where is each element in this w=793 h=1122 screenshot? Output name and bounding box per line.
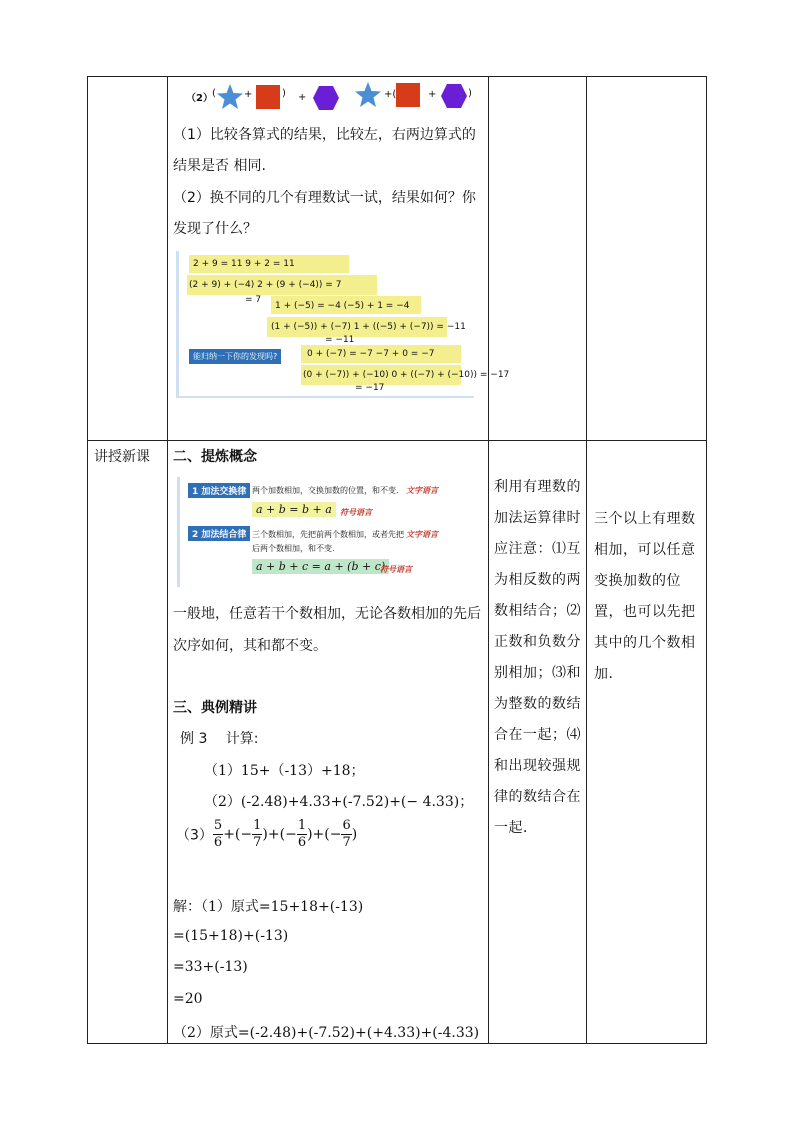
equation-line: (2 + 9) + (−4) 2 + (9 + (−4)) = 7: [189, 280, 342, 290]
law1-tag: 1 加法交换律: [188, 483, 250, 498]
equation-line: 1 + (−5) = −4 (−5) + 1 = −4: [275, 301, 410, 311]
example-item-1: （1）15+（-13）+18；: [204, 763, 365, 779]
shapes-row: （2） ( + ) + +( + ): [172, 80, 482, 114]
solution-line: =20: [173, 991, 203, 1007]
equation-line: 0 + (−7) = −7 −7 + 0 = −7: [307, 349, 435, 359]
shapes-row-label: （2）: [186, 93, 213, 104]
law1-formula: a + b = b + a: [252, 502, 336, 517]
question-1-line-2: 结果是否 相同.: [173, 158, 266, 174]
table-border-left: [87, 76, 88, 1044]
law1-formula-note: 符号语言: [340, 508, 372, 517]
example-label: 例 3 计算:: [180, 731, 259, 747]
notes-column-3: 利用有理数的加法运算律时应注意：⑴互为相反数的两数相结合；⑵正数和负数分别相加；⑶和为整数的数结合在一起；⑷和出现较强规律的数结合在一起．: [494, 479, 581, 836]
equation-line: = −17: [355, 383, 385, 393]
law2-formula-note: 符号语言: [380, 565, 412, 574]
law1-note: 文字语言: [406, 486, 438, 495]
section-label: 讲授新课: [94, 449, 150, 465]
solution-line: （2）原式=(-2.48)+(-7.52)+(+4.33)+(-4.33): [173, 1025, 480, 1041]
law1-desc: 两个加数相加，交换加数的位置，和不变.: [252, 486, 399, 495]
question-1-line-1: （1）比较各算式的结果，比较左，右两边算式的: [173, 127, 476, 143]
col-divider-1: [167, 76, 168, 1044]
general-rule-line-1: 一般地，任意若干个数相加，无论各数相加的先后: [173, 606, 481, 622]
law2-note: 文字语言: [406, 530, 438, 539]
star-icon: [216, 83, 244, 111]
col-divider-3: [586, 76, 587, 1044]
equation-line: = 7: [245, 295, 262, 305]
equations-figure: [176, 251, 510, 398]
equation-line: 2 + 9 = 11 9 + 2 = 11: [193, 259, 295, 269]
question-2-line-2: 发现了什么？: [173, 221, 257, 237]
square-icon: [256, 85, 280, 109]
star-icon: [354, 81, 382, 109]
general-rule-line-2: 次序如何，其和都不变。: [173, 638, 327, 654]
square-icon: [396, 83, 420, 107]
equation-line: (0 + (−7)) + (−10) 0 + ((−7) + (−10)) = −17: [303, 370, 510, 380]
law2-desc-2: 后两个数相加，和不变.: [252, 544, 335, 553]
notes-column-4: 三个以上有理数相加，可以任意变换加数的位置，也可以先把其中的几个数相加．: [594, 511, 696, 682]
example-item-3: （3） $\frac{5}{6}$ +(− $\frac{1}{7}$ )+(− $\frac{1}{6}$ )+(− $\frac{6}{7}$ ): [176, 818, 358, 850]
example-item-2: （2）(-2.48)+4.33+(-7.52)+(− 4.33)；: [204, 794, 474, 810]
hexagon-icon: [440, 82, 468, 110]
hexagon-icon: [312, 84, 340, 112]
solution-line: =33+(-13): [173, 959, 248, 975]
solution-line: =(15+18)+(-13): [173, 928, 289, 944]
examples-heading: 三、典例精讲: [173, 700, 257, 716]
table-border-right: [706, 76, 707, 1044]
col-divider-2: [488, 76, 489, 1044]
table-border-top: [87, 76, 707, 77]
concept-heading: 二、提炼概念: [173, 449, 257, 465]
figure-prompt: 能归纳一下你的发现吗?: [189, 349, 281, 364]
law2-desc-1: 三个数相加，先把前两个数相加，或者先把: [252, 530, 404, 539]
laws-figure: [177, 477, 455, 587]
equation-line: = −11: [325, 335, 355, 345]
law2-formula: a + b + c = a + (b + c): [252, 559, 389, 574]
equation-line: (1 + (−5)) + (−7) 1 + ((−5) + (−7)) = −11: [271, 322, 466, 332]
solution-line: 解：（1）原式=15+18+(-13): [173, 899, 364, 915]
table-border-bottom: [87, 1043, 707, 1044]
question-2-line-1: （2）换不同的几个有理数试一试，结果如何？你: [173, 190, 476, 206]
row-divider: [87, 440, 707, 441]
law2-tag: 2 加法结合律: [188, 526, 250, 541]
